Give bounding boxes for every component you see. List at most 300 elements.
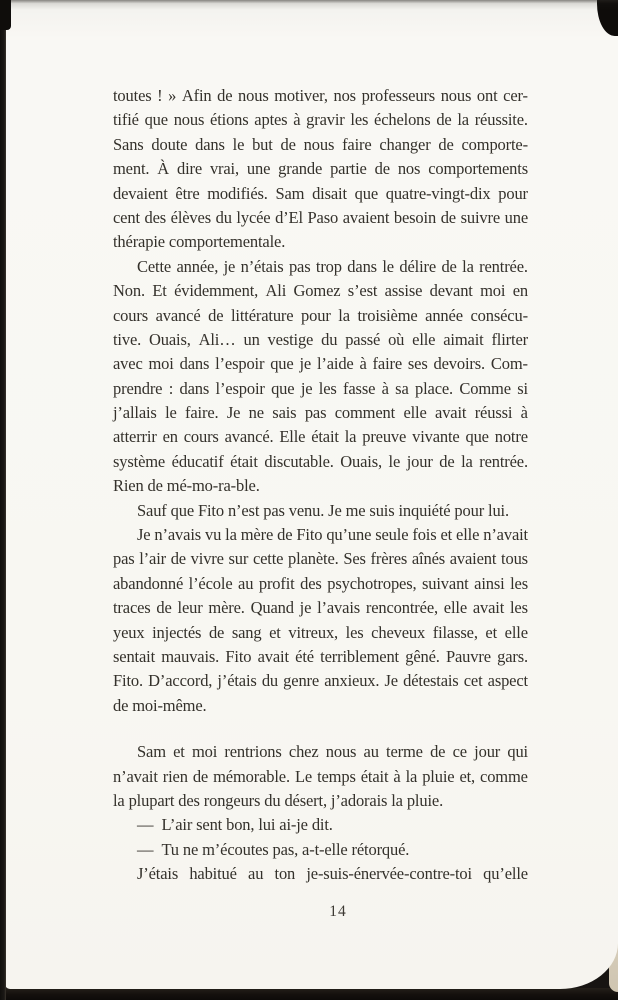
word: jour — [474, 742, 501, 762]
word: ne — [248, 403, 264, 423]
dialogue-paragraph — [113, 813, 528, 837]
word: cet — [463, 671, 483, 691]
word: preuve — [362, 427, 407, 447]
word: délire — [399, 256, 437, 276]
word: de — [170, 549, 186, 569]
word: n’avais — [154, 525, 202, 545]
word: nous — [238, 86, 269, 105]
word: nous — [173, 110, 205, 130]
word: était — [360, 766, 389, 786]
word: elle — [412, 329, 436, 349]
word: moi — [480, 281, 506, 301]
word: de — [374, 159, 390, 179]
word: éducatif — [171, 451, 224, 471]
word: tous — [501, 549, 528, 569]
text-line — [113, 133, 528, 157]
word: dans — [195, 134, 225, 154]
word: je — [299, 354, 312, 374]
word: je-suis-énervée-contre-toi — [306, 864, 472, 884]
word: Ouais, — [340, 451, 382, 471]
word: cette — [252, 549, 284, 569]
word: et, — [459, 766, 476, 786]
word: vivre — [190, 549, 224, 569]
word: la — [338, 305, 350, 325]
word: et — [173, 742, 185, 762]
word: le — [232, 134, 245, 154]
word: détestais — [403, 671, 459, 691]
word: elle — [504, 622, 528, 642]
word: Paso — [307, 207, 339, 227]
word: aimait — [443, 329, 484, 349]
text-line — [113, 182, 528, 206]
word: rentrions — [224, 742, 282, 762]
word: filasse, — [432, 622, 478, 642]
word: nos — [397, 159, 421, 179]
word: les — [510, 598, 528, 618]
word: vivante — [412, 427, 460, 447]
paragraph — [113, 499, 528, 523]
text-line — [113, 255, 528, 279]
paragraph — [113, 84, 528, 255]
word: passé — [345, 329, 381, 349]
text-line — [113, 523, 528, 547]
word: cours — [183, 427, 219, 447]
text-line: de moi-même. — [113, 695, 207, 715]
word: mémorable. — [213, 766, 290, 786]
word: de — [192, 766, 209, 786]
word: réussi — [474, 403, 513, 423]
word: au — [363, 742, 379, 762]
word: Sam — [275, 183, 305, 203]
word: nos — [333, 86, 356, 105]
text-line — [113, 304, 528, 328]
text-line: Sauf que Fito n’est pas venu. Je me suis inquiété pour lui. — [137, 500, 509, 520]
word: D’accord, — [148, 671, 213, 691]
scan-edge-left — [0, 0, 6, 1000]
text-line — [113, 328, 528, 352]
word: année, — [176, 256, 219, 276]
text-line: Rien de mé-mo-ra-ble. — [113, 476, 260, 496]
word: Sans — [113, 134, 144, 154]
word: gravir — [306, 110, 345, 130]
word: Le — [294, 766, 313, 786]
word: ses — [407, 354, 428, 374]
word: moi — [191, 742, 218, 762]
word: traces — [113, 598, 151, 618]
word: Non. — [113, 281, 145, 301]
word: consécu- — [470, 305, 528, 325]
word: partie — [330, 159, 367, 179]
word: élèves — [170, 207, 211, 227]
text-line — [113, 450, 528, 474]
text-line — [113, 645, 528, 669]
word: dans — [179, 378, 210, 398]
word: le — [165, 403, 177, 423]
word: cent — [113, 207, 140, 227]
word: elle — [443, 598, 468, 618]
word: avait — [435, 403, 467, 423]
word: de — [439, 451, 455, 471]
word: Ali — [265, 281, 287, 301]
word: étions — [210, 110, 249, 130]
word: n’avait — [483, 525, 528, 545]
text-line — [113, 740, 528, 764]
word: aptes — [254, 110, 288, 130]
word: dans — [347, 256, 377, 276]
word: le — [388, 451, 401, 471]
text-line — [113, 401, 528, 425]
word: comportements — [428, 159, 528, 179]
word: une — [246, 159, 271, 179]
word: assise — [384, 281, 423, 301]
word: gêné. — [405, 646, 440, 666]
word: place. — [414, 378, 454, 398]
word: moi — [148, 354, 174, 374]
word: la — [405, 766, 418, 786]
word: j’étais — [217, 671, 257, 691]
text-line — [113, 206, 528, 230]
word: sentait — [113, 646, 156, 666]
word: discutable. — [264, 451, 334, 471]
word: n’avait — [113, 766, 158, 786]
text-line — [113, 596, 528, 620]
paragraph — [113, 862, 528, 886]
word: avancé. — [224, 427, 274, 447]
word: au — [248, 864, 264, 884]
word: Ses — [343, 549, 366, 569]
word: à — [381, 378, 389, 398]
text-line — [113, 547, 528, 571]
word: comment — [334, 403, 396, 423]
word: du — [215, 207, 232, 227]
word: leur — [177, 598, 203, 618]
page-number: 14 — [329, 903, 347, 920]
word: chez — [288, 742, 319, 762]
word: avait — [257, 646, 289, 666]
word: la — [344, 427, 357, 447]
word: ainsi — [474, 573, 505, 593]
paragraph — [113, 740, 528, 813]
paragraph — [113, 523, 528, 718]
word: qui — [507, 742, 528, 762]
word: avaient — [342, 207, 390, 227]
word: aînés — [411, 549, 446, 569]
word: au — [238, 573, 254, 593]
word: et — [269, 622, 281, 642]
word: le — [382, 256, 394, 276]
word: à — [393, 766, 401, 786]
text-block — [113, 84, 528, 887]
word: rien — [162, 766, 188, 786]
word: rencontrée, — [365, 598, 438, 618]
text-line — [113, 108, 528, 132]
word: où — [388, 329, 405, 349]
word: pour — [301, 305, 331, 325]
word: être — [175, 183, 200, 203]
word: besoin — [393, 207, 437, 227]
word: sais — [272, 403, 297, 423]
word: habitué — [189, 864, 237, 884]
word: vu — [205, 525, 222, 545]
scan-top-shadow — [5, 0, 618, 10]
word: vitreux, — [288, 622, 339, 642]
word: les — [510, 573, 528, 593]
scan-edge-bottom — [0, 988, 618, 1000]
word: Cette — [137, 256, 172, 276]
word: abandonné — [113, 573, 184, 593]
word: dans — [179, 354, 210, 374]
word: la — [462, 256, 474, 276]
text-line — [113, 765, 528, 789]
word: professeurs — [361, 86, 436, 105]
word: trop — [315, 256, 342, 276]
word: de — [436, 110, 452, 130]
text-line — [113, 279, 528, 303]
word: du — [321, 329, 338, 349]
word: dire — [176, 159, 203, 179]
word: en — [512, 281, 528, 301]
word: était — [230, 451, 258, 471]
word: Je — [226, 403, 241, 423]
word: mère — [240, 525, 274, 545]
word: but — [252, 134, 273, 154]
word: l’espoir — [215, 354, 265, 374]
word: modifiés. — [207, 183, 268, 203]
paragraph — [113, 255, 528, 499]
word: qu’elle — [483, 864, 528, 884]
word: littérature — [230, 305, 294, 325]
word: planète. — [288, 549, 339, 569]
word: elle — [456, 525, 480, 545]
word: Pauvre — [445, 646, 491, 666]
text-line — [113, 157, 528, 181]
word: avait — [472, 598, 505, 618]
word: système — [113, 451, 166, 471]
word: Comme — [459, 378, 511, 398]
word: faire — [372, 354, 403, 374]
word: de — [156, 598, 172, 618]
word: » — [168, 86, 177, 105]
word: les — [345, 622, 364, 642]
word: j’allais — [113, 403, 157, 423]
word: prendre — [113, 378, 163, 398]
word: pas — [304, 403, 327, 423]
word: des — [300, 573, 322, 593]
word: : — [168, 378, 174, 398]
word: une — [504, 207, 528, 227]
word: À — [157, 159, 170, 179]
word: de — [440, 207, 456, 227]
word: de — [280, 134, 296, 154]
word: J’étais — [137, 864, 179, 884]
word: Ali… — [198, 329, 236, 349]
word: terriblement — [320, 646, 399, 666]
text-line — [113, 84, 528, 108]
text-line — [113, 621, 528, 645]
word: l’avais — [317, 598, 361, 618]
word: comporte- — [461, 134, 528, 154]
dialogue-paragraph — [113, 838, 528, 862]
word: sang — [231, 622, 262, 642]
scan-corner-top-left — [0, 0, 11, 30]
word: de — [430, 742, 446, 762]
word: rentrée. — [479, 256, 528, 276]
word: les — [350, 110, 369, 130]
word: quatre-vingt-dix — [385, 183, 491, 203]
page-curl-shadow — [576, 0, 618, 989]
text-line: thérapie comportementale. — [113, 232, 286, 252]
word: terme — [386, 742, 423, 762]
word: fasse — [343, 378, 376, 398]
word: pas — [113, 549, 135, 569]
word: ment. — [113, 159, 150, 179]
word: cours — [113, 305, 148, 325]
word: motiver, — [274, 86, 328, 105]
word: Gomez — [293, 281, 341, 301]
word: des — [144, 207, 167, 227]
word: fois — [412, 525, 437, 545]
word: jour — [406, 451, 433, 471]
text-line — [113, 862, 528, 886]
word: faire. — [185, 403, 219, 423]
word: n’étais — [240, 256, 284, 276]
word: seule — [375, 525, 409, 545]
word: Quand — [250, 598, 294, 618]
text-line — [113, 352, 528, 376]
word: pour — [498, 183, 528, 203]
word: l’école — [188, 573, 233, 593]
word: pas — [288, 256, 311, 276]
word: année — [425, 305, 463, 325]
word: frères — [370, 549, 408, 569]
word: devant — [429, 281, 473, 301]
word: et — [485, 622, 498, 642]
word: réussite. — [474, 110, 528, 130]
word: nous — [303, 134, 335, 154]
word: que — [270, 354, 294, 374]
word: été — [295, 646, 314, 666]
word: anxieux. — [324, 671, 380, 691]
word: ont — [476, 86, 498, 105]
word: devaient — [113, 183, 168, 203]
word: sur — [228, 549, 249, 569]
word: je — [300, 378, 313, 398]
word: lycée — [236, 207, 271, 227]
text-line: la plupart des rongeurs du désert, j’adorais la pluie. — [113, 790, 444, 810]
word: la — [457, 110, 469, 130]
word: de — [208, 622, 225, 642]
word: que — [465, 427, 489, 447]
word: de — [277, 525, 293, 545]
word: notre — [494, 427, 528, 447]
book-page — [5, 0, 618, 989]
word: temps — [317, 766, 356, 786]
word: elle — [403, 403, 427, 423]
word: Afin — [181, 86, 212, 105]
word: du — [261, 671, 279, 691]
word: d’El — [275, 207, 303, 227]
word: Com- — [490, 354, 528, 374]
word: évidemment, — [174, 281, 259, 301]
word: à — [520, 403, 528, 423]
text-line: — L’air sent bon, lui ai-je dit. — [137, 815, 333, 835]
word: Ouais, — [149, 329, 191, 349]
word: échelons — [374, 110, 431, 130]
word: toutes — [113, 86, 152, 105]
word: ton — [274, 864, 296, 884]
word: l’espoir — [215, 378, 265, 398]
word: nous — [325, 742, 357, 762]
word: Je — [384, 671, 398, 691]
word: la — [461, 451, 473, 471]
word: de — [441, 256, 457, 276]
word: tifié — [113, 110, 139, 130]
word: avaient — [449, 549, 497, 569]
word: Fito — [296, 525, 323, 545]
word: pluie — [422, 766, 455, 786]
word: comme — [480, 766, 528, 786]
text-line — [113, 572, 528, 596]
word: je — [299, 598, 312, 618]
word: cer- — [503, 86, 528, 105]
text-line — [113, 425, 528, 449]
word: psychotropes, — [327, 573, 417, 593]
word: Fito — [225, 646, 252, 666]
word: suivre — [460, 207, 501, 227]
word: que — [144, 110, 168, 130]
word: de — [438, 134, 454, 154]
word: aspect — [487, 671, 528, 691]
word: si — [517, 378, 528, 398]
word: sa — [395, 378, 409, 398]
word: rentrée. — [479, 451, 528, 471]
word: flirter — [491, 329, 528, 349]
word: cheveux — [371, 622, 426, 642]
word: Je — [137, 525, 151, 545]
word: que — [271, 378, 295, 398]
word: doute — [151, 134, 188, 154]
word: Fito. — [113, 671, 143, 691]
word: mère. — [208, 598, 245, 618]
text-line — [113, 669, 528, 693]
word: à — [293, 110, 301, 130]
word: devoirs. — [433, 354, 485, 374]
word: injectés — [152, 622, 202, 642]
word: Sam — [137, 742, 166, 762]
word: les — [318, 378, 337, 398]
word: disait — [312, 183, 347, 203]
word: faire — [342, 134, 372, 154]
word: avancé — [155, 305, 201, 325]
word: vestige — [267, 329, 314, 349]
text-line — [113, 377, 528, 401]
word: de — [208, 305, 224, 325]
word: suivant — [422, 573, 469, 593]
word: nous — [440, 86, 472, 105]
word: la — [225, 525, 237, 545]
word: de — [217, 86, 233, 105]
word: atterrir — [113, 427, 157, 447]
word: genre — [283, 671, 320, 691]
word: qu’une — [326, 525, 372, 545]
word: ! — [157, 86, 163, 105]
word: avec — [113, 354, 143, 374]
word: grande — [278, 159, 323, 179]
word: Et — [152, 281, 167, 301]
word: je — [223, 256, 236, 276]
word: s’est — [347, 281, 378, 301]
word: et — [440, 525, 453, 545]
